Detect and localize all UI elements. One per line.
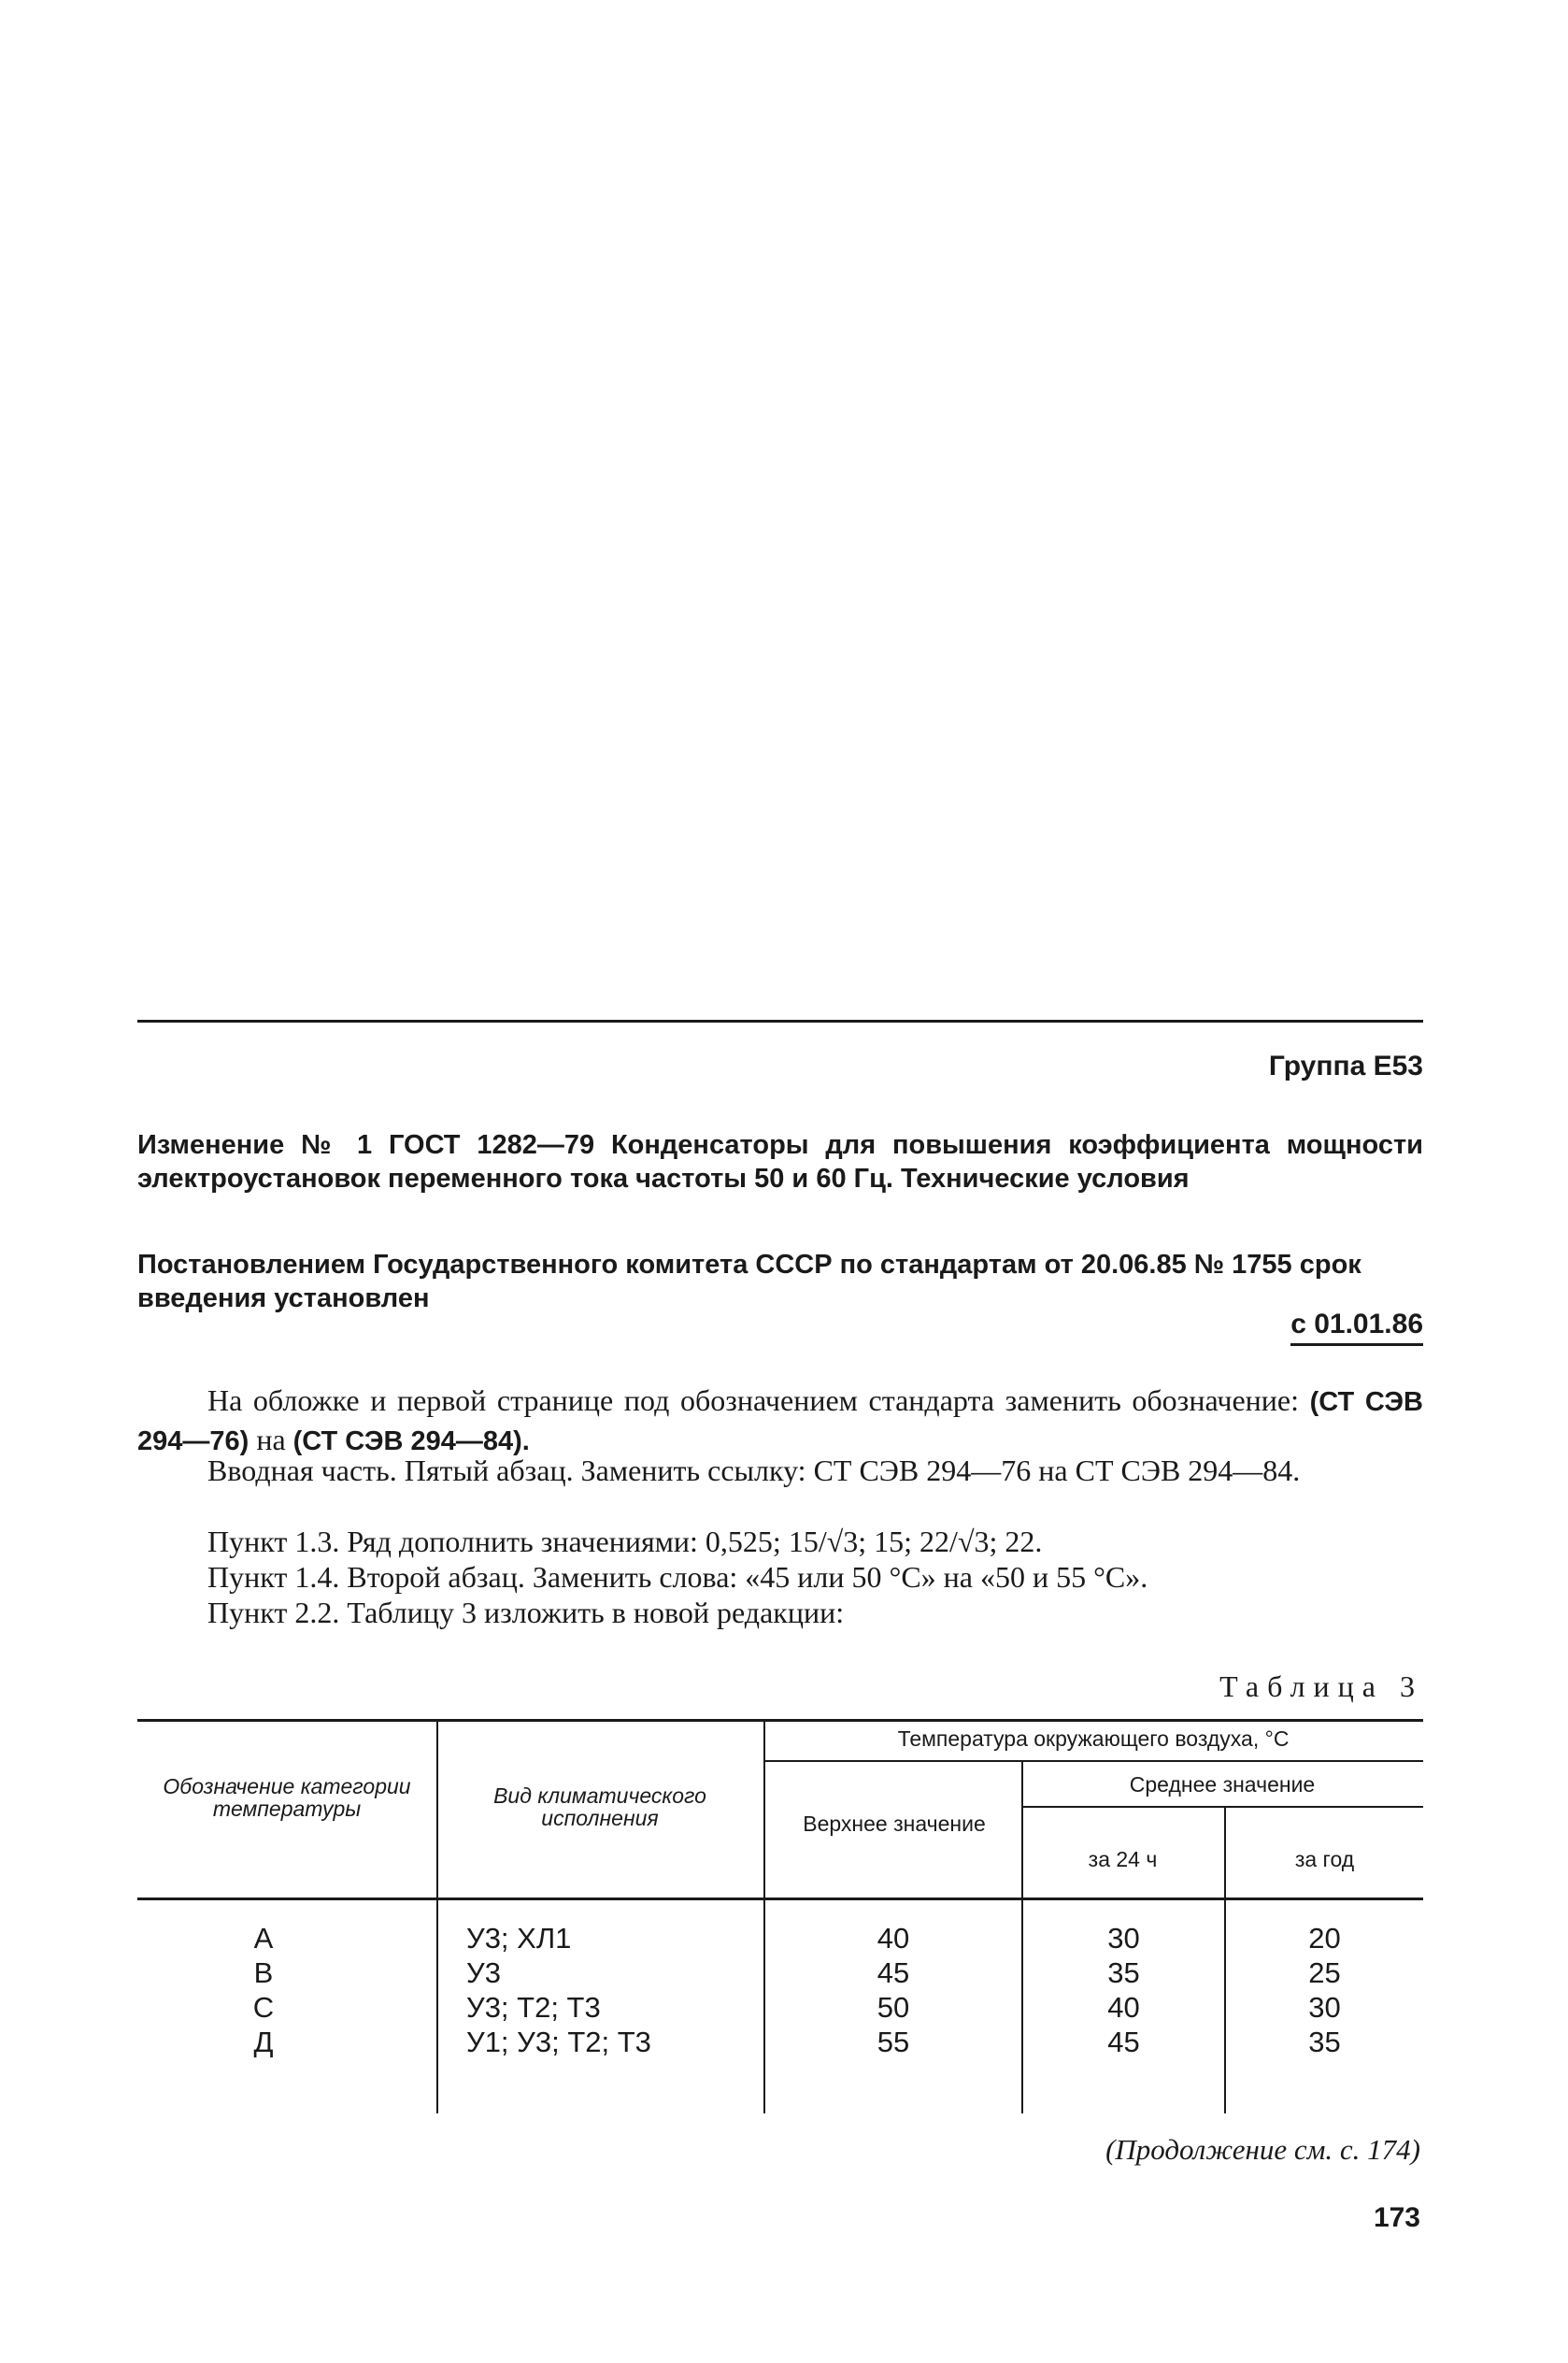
cell-climatic: У3; Т2; Т3	[466, 1991, 601, 2024]
p1-mid: на	[249, 1423, 293, 1456]
col-divider-1	[436, 1721, 438, 2113]
cell-upper: 45	[877, 1956, 910, 1989]
cell-per-year: 25	[1308, 1956, 1341, 1989]
col-per-24h	[1023, 1921, 1224, 2059]
page-number: 173	[1373, 2202, 1420, 2233]
col-per-year	[1226, 1921, 1423, 2059]
cell-climatic: У3; ХЛ1	[466, 1922, 572, 1955]
p1-start: На обложке и первой странице под обозначением стандарта заменить обозначение:	[207, 1383, 1310, 1417]
cell-per-year: 20	[1308, 1922, 1341, 1955]
cell-climatic: У3	[466, 1956, 501, 1989]
cell-upper: 50	[877, 1991, 910, 2024]
cell-upper: 55	[877, 2026, 910, 2058]
paragraph-intro: Вводная часть. Пятый абзац. Заменить ссылку: СТ СЭВ 294—76 на СТ СЭВ 294—84.	[207, 1454, 1301, 1487]
col-category	[137, 1921, 390, 2059]
cell-category: С	[252, 1991, 275, 2024]
p1-new-ref: (СТ СЭВ 294—84).	[292, 1426, 530, 1456]
paragraph-1-4: Пункт 1.4. Второй абзац. Заменить слова: «45 или 50 °С» на «50 и 55 °С».	[207, 1560, 1148, 1594]
paragraph-2-2: Пункт 2.2. Таблицу 3 изложить в новой редакции:	[207, 1596, 845, 1629]
cell-per-24h: 35	[1107, 1956, 1140, 1989]
cell-per-24h: 30	[1107, 1922, 1140, 1955]
header-bottom-rule	[137, 1898, 1423, 1900]
p1-old-ref: (СТ СЭВ 294—76)	[137, 1387, 1423, 1456]
cell-per-year: 35	[1308, 2026, 1341, 2058]
cell-upper: 40	[877, 1922, 910, 1955]
continuation-note: (Продолжение см. с. 174)	[1105, 2133, 1420, 2166]
effective-date: с 01.01.86	[1290, 1309, 1423, 1346]
cell-category: В	[253, 1956, 274, 1989]
header-climatic: Вид климатического исполнения	[493, 1783, 706, 1830]
average-group-rule	[1021, 1806, 1423, 1808]
header-per-year: за год	[1294, 1847, 1355, 1871]
header-temperature: Температура окружающего воздуха, °С	[897, 1726, 1290, 1751]
decree-text: Постановлением Государственного комитета СССР по стандартам от 20.06.85 № 1755 срок введения установлен	[137, 1250, 1361, 1313]
top-rule	[137, 1020, 1423, 1023]
change-title: Изменение № 1 ГОСТ 1282—79 Конденсаторы для повышения коэффициента мощности электроустановок переменного тока частоты 50 и 60 Гц. Технические условия	[137, 1130, 1423, 1194]
group-code: Группа Е53	[1268, 1051, 1423, 1081]
paragraph-1-3: Пункт 1.3. Ряд дополнить значениями: 0,525; 15/√3; 15; 22/√3; 22.	[207, 1525, 1043, 1558]
table-top-rule	[137, 1719, 1423, 1722]
cell-climatic: У1; У3; Т2; Т3	[466, 2026, 651, 2058]
table-caption: Таблица 3	[1219, 1669, 1423, 1703]
paragraph-cover	[137, 1382, 1423, 1460]
col-upper	[765, 1921, 1021, 2059]
cell-per-24h: 40	[1107, 1991, 1140, 2024]
col-climatic	[466, 1921, 747, 2059]
temp-group-rule	[763, 1760, 1423, 1762]
cell-category: Д	[253, 2026, 274, 2058]
header-upper: Верхнее значение	[803, 1812, 986, 1836]
header-category: Обозначение категории температуры	[163, 1774, 411, 1821]
cell-per-year: 30	[1308, 1991, 1341, 2024]
cell-per-24h: 45	[1107, 2026, 1140, 2058]
cell-category: А	[253, 1922, 274, 1955]
header-per-24h: за 24 ч	[1088, 1847, 1158, 1871]
header-average: Среднее значение	[1129, 1772, 1316, 1797]
